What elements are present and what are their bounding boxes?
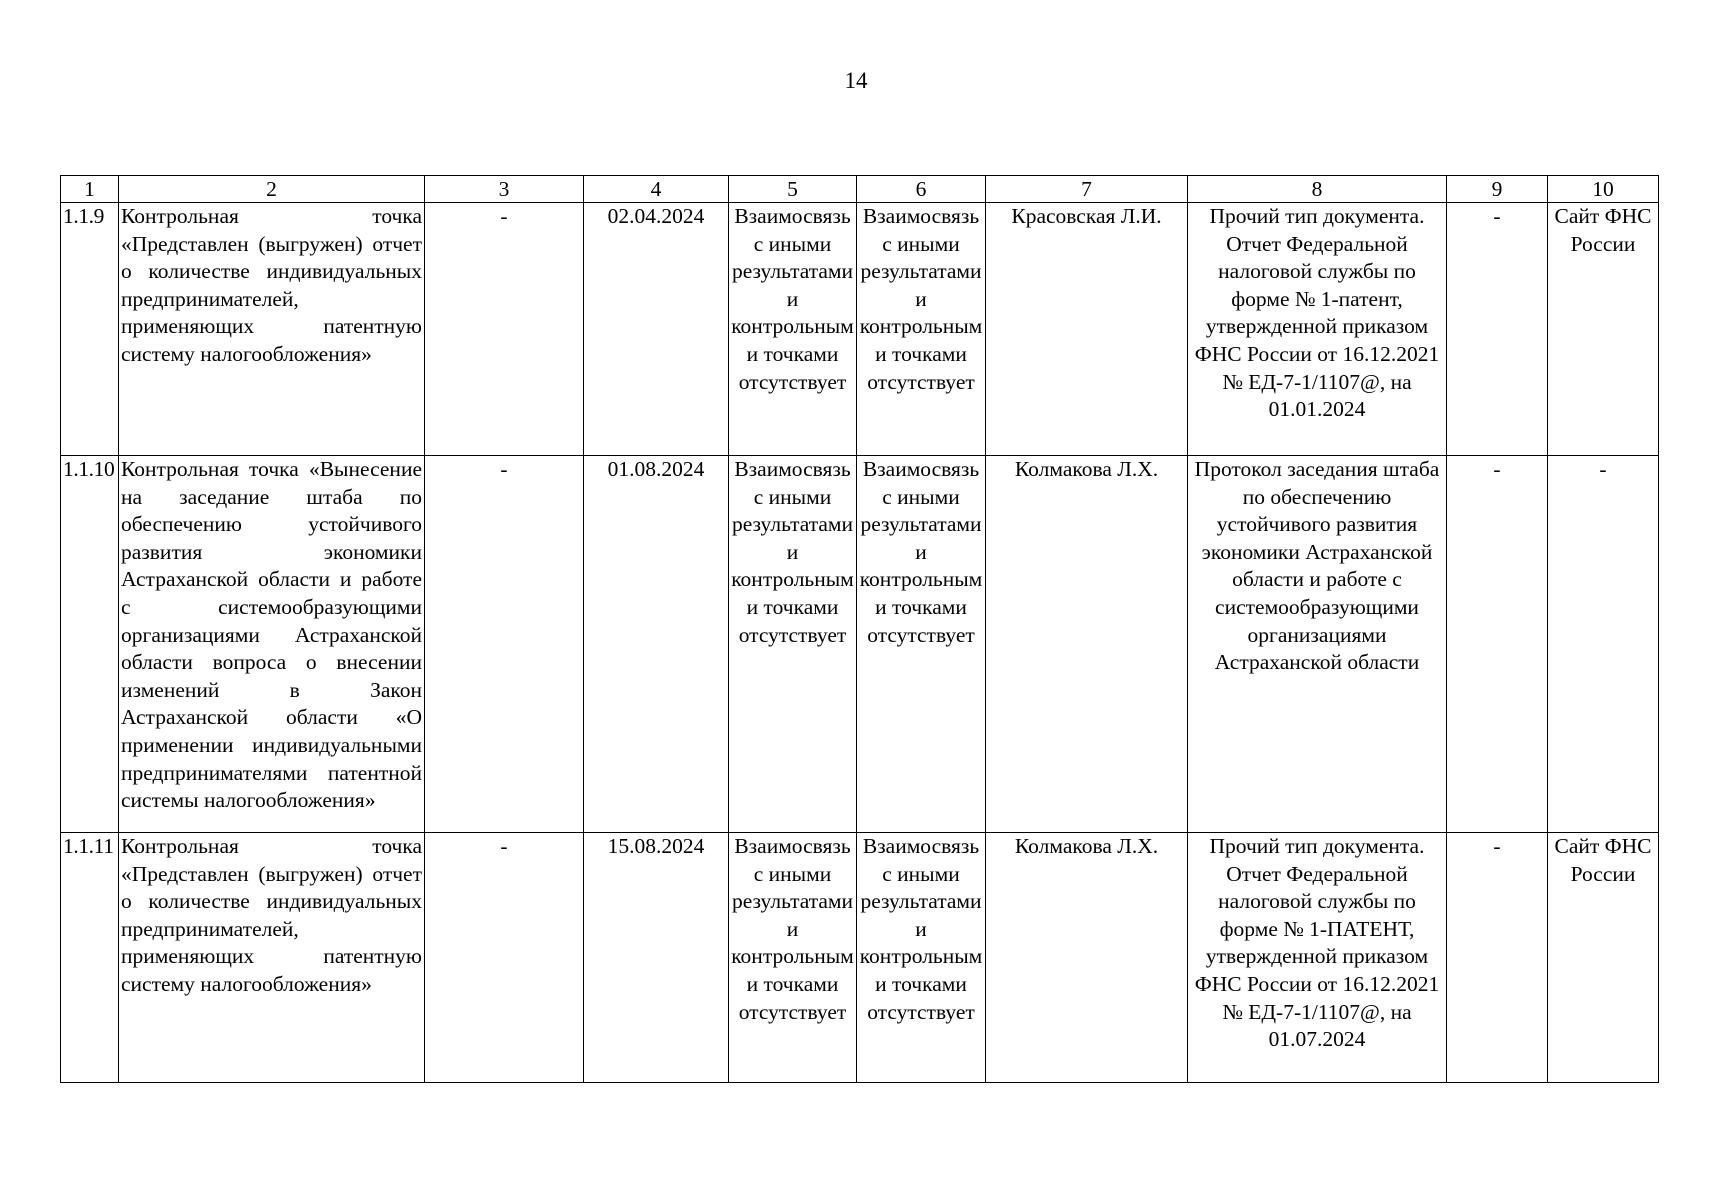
- column-number-4: 4: [584, 176, 729, 203]
- column-number-8: 8: [1188, 176, 1447, 203]
- deadline-date: 15.08.2024: [584, 833, 729, 1083]
- document-type: Прочий тип документа. Отчет Федеральной налоговой службы по форме № 1-ПАТЕНТ, утвержденной приказом ФНС России от 16.12.2021 № ЕД-7-1/1107@, на 01.07.2024: [1188, 833, 1447, 1083]
- page-number: 14: [844, 68, 868, 93]
- column-number-7: 7: [986, 176, 1188, 203]
- column-number-3: 3: [425, 176, 584, 203]
- column-number-10: 10: [1548, 176, 1659, 203]
- base-value: -: [425, 456, 584, 833]
- row-number: 1.1.10: [61, 456, 119, 833]
- column-number-5: 5: [729, 176, 857, 203]
- column-9-value: -: [1447, 203, 1548, 456]
- successor-links: Взаимосвязь с иными результатами и контрольными точками отсутствует: [857, 456, 986, 833]
- deadline-date: 02.04.2024: [584, 203, 729, 456]
- base-value: -: [425, 203, 584, 456]
- column-9-value: -: [1447, 456, 1548, 833]
- control-point-description: Контрольная точка «Вынесение на заседание штаба по обеспечению устойчивого развития экономики Астраханской области и работе с системообразующими организациями Астраханской области вопроса о внесении изменений в Закон Астраханской области «О применении индивидуальными предпринимателями патентной системы налогообложения»: [119, 456, 425, 833]
- predecessor-links: Взаимосвязь с иными результатами и контрольными точками отсутствует: [729, 203, 857, 456]
- column-9-value: -: [1447, 833, 1548, 1083]
- information-system: Сайт ФНС России: [1548, 833, 1659, 1083]
- base-value: -: [425, 833, 584, 1083]
- table-row: [61, 833, 1659, 1083]
- table-row: [61, 203, 1659, 456]
- document-type: Прочий тип документа. Отчет Федеральной налоговой службы по форме № 1-патент, утвержденной приказом ФНС России от 16.12.2021 № ЕД-7-1/1107@, на 01.01.2024: [1188, 203, 1447, 456]
- information-system: Сайт ФНС России: [1548, 203, 1659, 456]
- responsible-person: Красовская Л.И.: [986, 203, 1188, 456]
- row-number: 1.1.11: [61, 833, 119, 1083]
- deadline-date: 01.08.2024: [584, 456, 729, 833]
- control-point-description: Контрольная точка «Представлен (выгружен) отчет о количестве индивидуальных предпринимателей, применяющих патентную систему налогообложения»: [119, 203, 425, 456]
- control-points-table: [60, 175, 1659, 1083]
- successor-links: Взаимосвязь с иными результатами и контрольными точками отсутствует: [857, 203, 986, 456]
- column-number-6: 6: [857, 176, 986, 203]
- successor-links: Взаимосвязь с иными результатами и контрольными точками отсутствует: [857, 833, 986, 1083]
- responsible-person: Колмакова Л.Х.: [986, 833, 1188, 1083]
- table-row: [61, 456, 1659, 833]
- information-system: -: [1548, 456, 1659, 833]
- column-number-2: 2: [119, 176, 425, 203]
- predecessor-links: Взаимосвязь с иными результатами и контрольными точками отсутствует: [729, 456, 857, 833]
- predecessor-links: Взаимосвязь с иными результатами и контрольными точками отсутствует: [729, 833, 857, 1083]
- row-number: 1.1.9: [61, 203, 119, 456]
- control-point-description: Контрольная точка «Представлен (выгружен) отчет о количестве индивидуальных предпринимателей, применяющих патентную систему налогообложения»: [119, 833, 425, 1083]
- column-number-1: 1: [61, 176, 119, 203]
- document-type: Протокол заседания штаба по обеспечению устойчивого развития экономики Астраханской области и работе с системообразующими организациями Астраханской области: [1188, 456, 1447, 833]
- responsible-person: Колмакова Л.Х.: [986, 456, 1188, 833]
- column-number-row: [61, 176, 1659, 203]
- column-number-9: 9: [1447, 176, 1548, 203]
